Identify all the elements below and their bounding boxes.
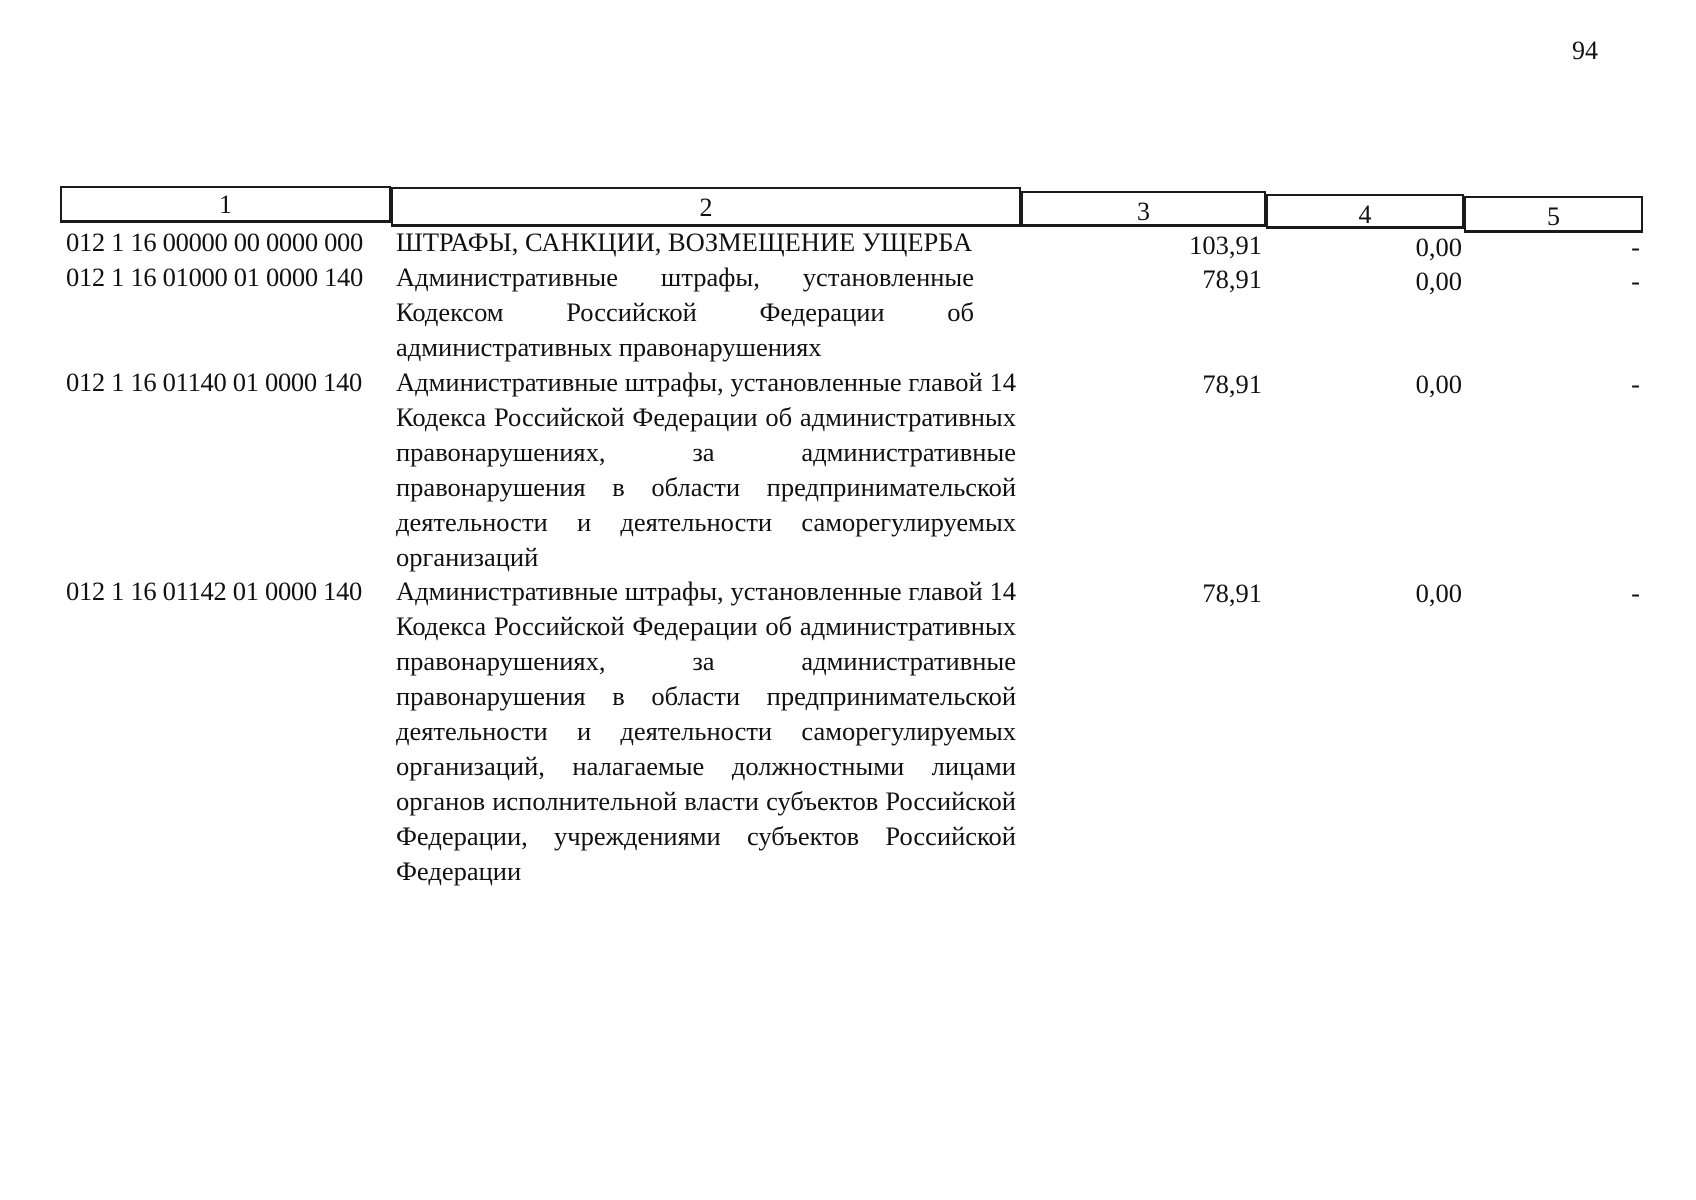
row-value-4: 0,00 (1415, 578, 1462, 608)
header-cell-3: 3 (1021, 191, 1266, 227)
row-value-5: - (1631, 578, 1640, 608)
row-code: 012 1 16 01140 01 0000 140 (66, 367, 362, 397)
row-value-3: 78,91 (1202, 578, 1262, 608)
row-value-5: - (1631, 232, 1640, 262)
row-description: ШТРАФЫ, САНКЦИИ, ВОЗМЕЩЕНИЕ УЩЕРБА (396, 227, 973, 257)
header-cell-5: 5 (1464, 196, 1643, 233)
row-description: Административные штрафы, установленные Кодексом Российской Федерации об административных правонарушениях (396, 262, 974, 362)
header-cell-2: 2 (391, 187, 1021, 227)
row-value-4: 0,00 (1415, 232, 1462, 262)
row-value-5: - (1631, 369, 1640, 399)
row-value-5: - (1631, 266, 1640, 296)
row-code: 012 1 16 01000 01 0000 140 (66, 262, 363, 292)
header-cell-1: 1 (60, 186, 391, 223)
row-code: 012 1 16 01142 01 0000 140 (66, 576, 362, 606)
row-value-3: 78,91 (1202, 369, 1262, 399)
row-value-4: 0,00 (1415, 369, 1462, 399)
row-description: Административные штрафы, установленные главой 14 Кодекса Российской Федерации об административных правонарушениях, за административные правонарушения в области предпринимательской деятельности и деятельности саморегулируемых организаций, налагаемые должностными лицами органов исполнительной власти субъектов Российской Федерации, учреждениями субъектов Российской Федерации (396, 576, 1016, 886)
row-code: 012 1 16 00000 00 0000 000 (66, 227, 363, 257)
header-cell-4: 4 (1266, 194, 1464, 229)
page-number: 94 (1572, 36, 1598, 65)
row-value-4: 0,00 (1415, 266, 1462, 296)
row-value-3: 103,91 (1189, 230, 1262, 260)
row-value-3: 78,91 (1202, 264, 1262, 294)
row-description: Административные штрафы, установленные главой 14 Кодекса Российской Федерации об административных правонарушениях, за административные правонарушения в области предпринимательской деятельности и деятельности саморегулируемых организаций (396, 367, 1016, 572)
